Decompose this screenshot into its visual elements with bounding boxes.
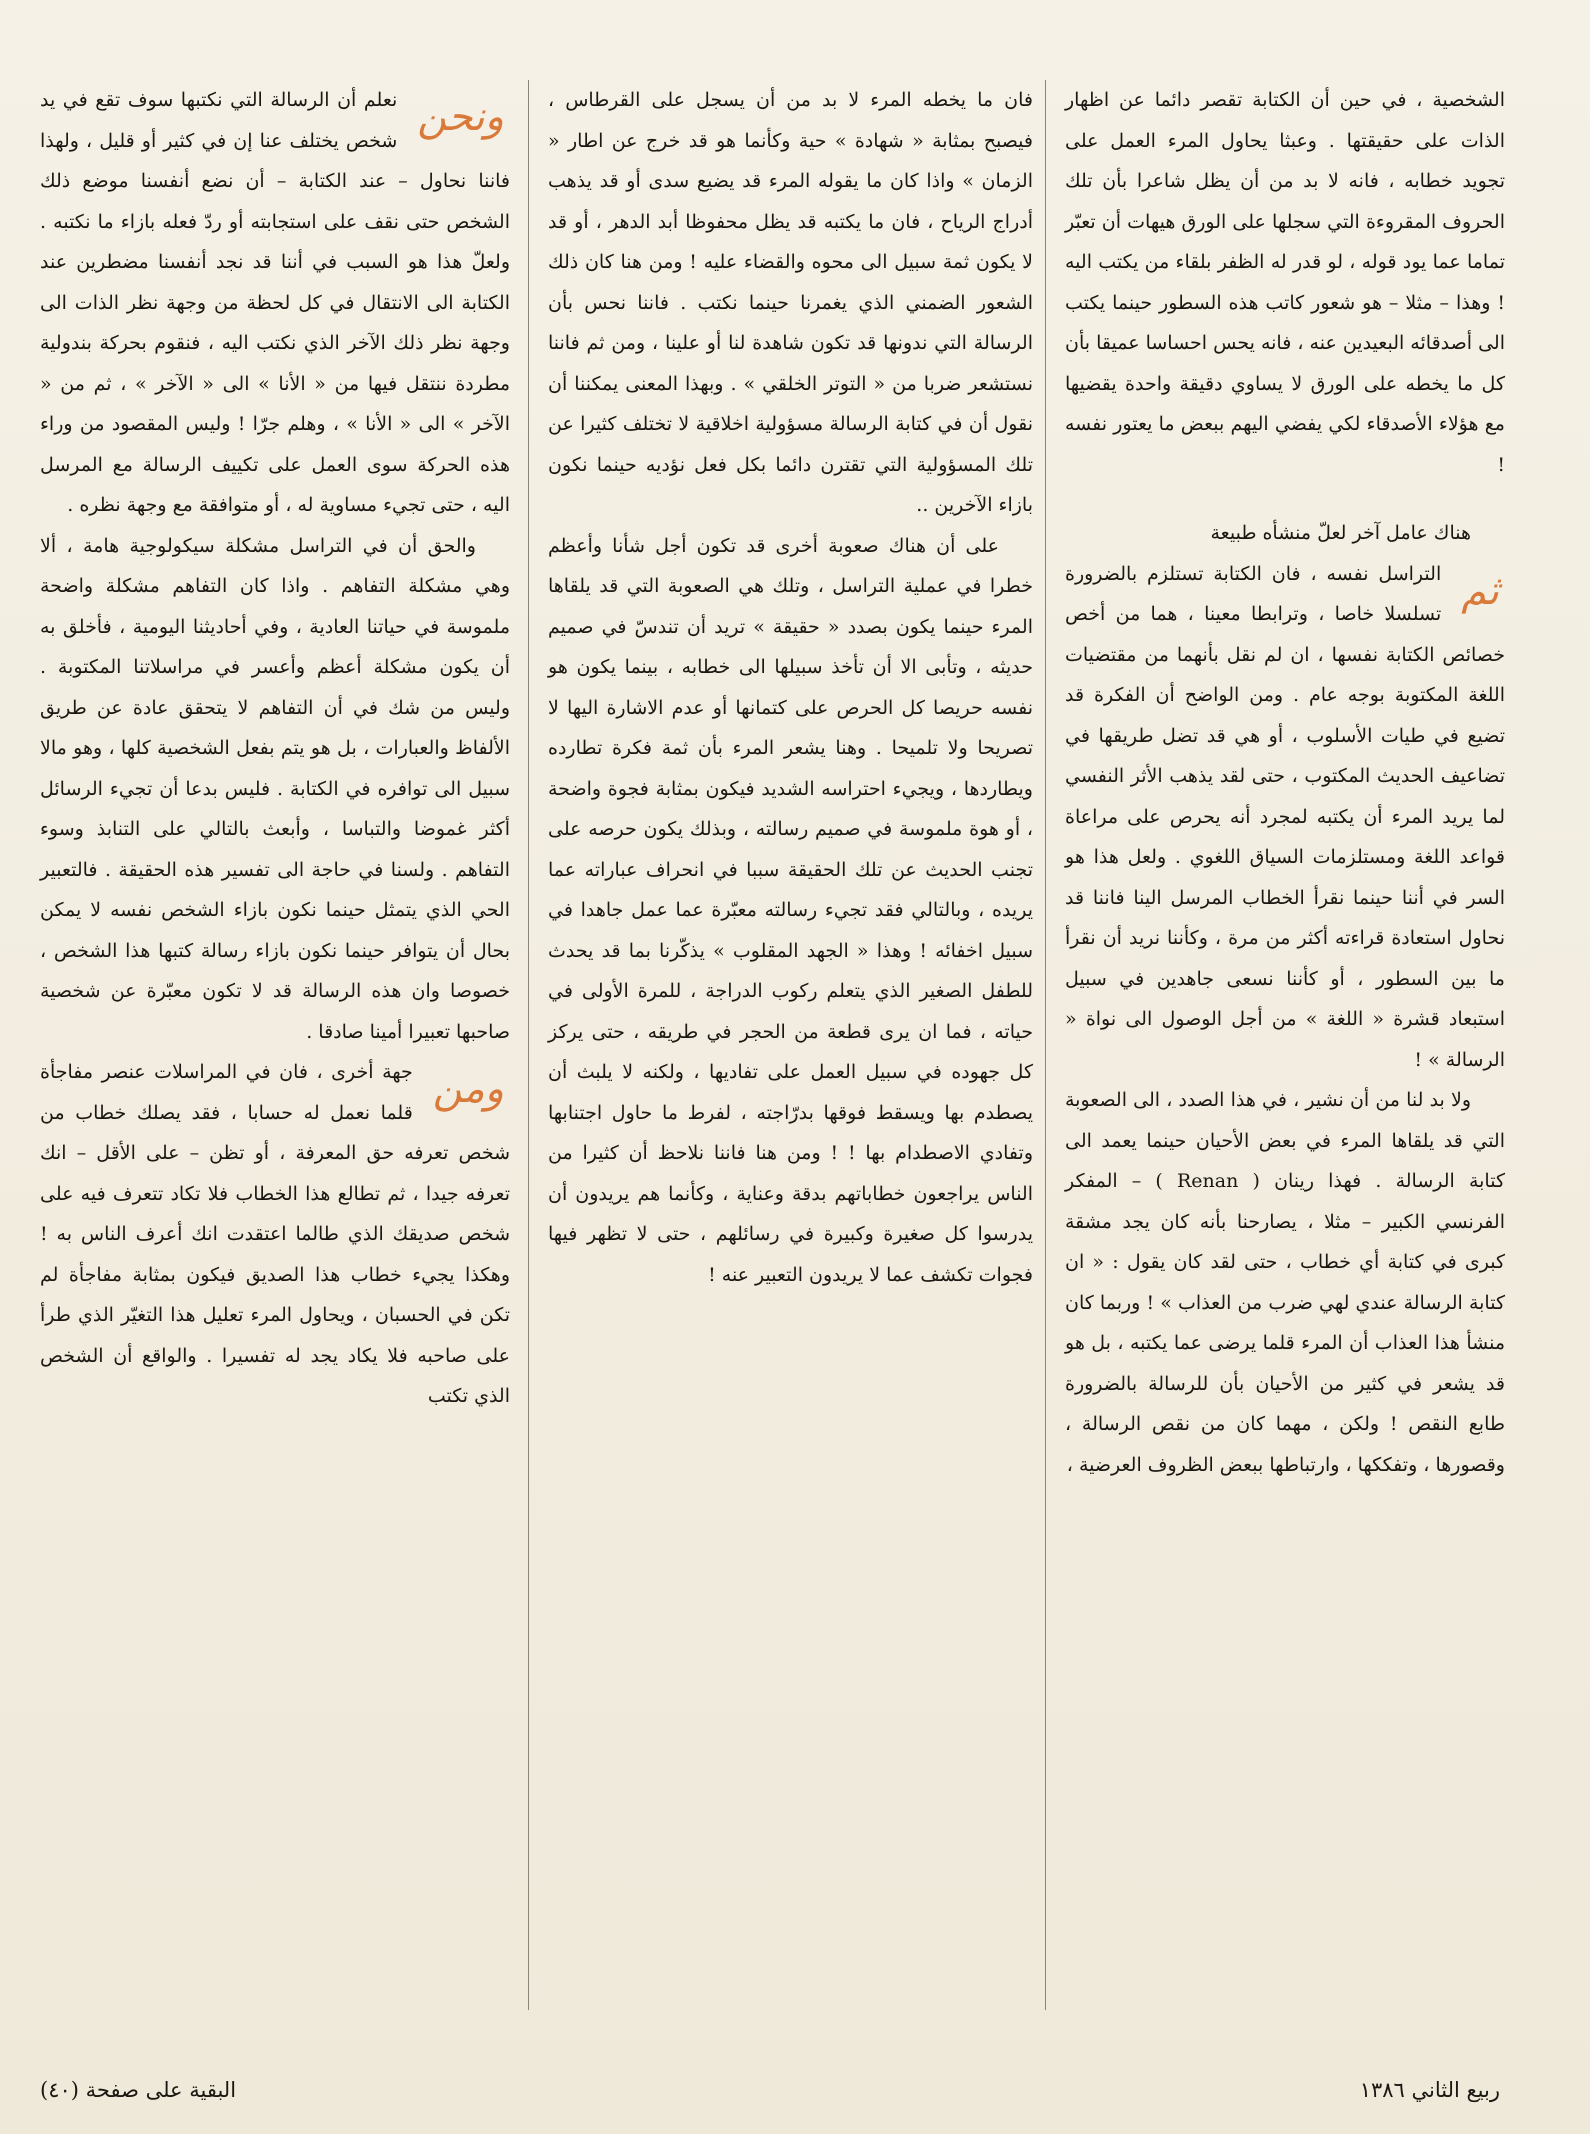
section-marker: ومن: [432, 1066, 504, 1112]
paragraph: ولا بد لنا من أن نشير ، في هذا الصدد ، الى الصعوبة التي قد يلقاها المرء في بعض الأحيان حينما يعمد الى كتابة الرسالة . فهذا رينان ( Renan ) – المفكر الفرنسي الكبير – مثلا ، يصارحنا بأنه كان يجد مشقة كبرى في كتابة أي خطاب ، حتى لقد كان يقول : « ان كتابة الرسالة عندي لهي ضرب من العذاب » ! وربما كان منشأ هذا العذاب أن المرء قلما يرضى عما يكتبه ، بل هو قد يشعر في كثير من الأحيان بأن للرسالة بالضرورة طابع النقص ! ولكن ، مهما كان من نقص الرسالة ، وقصورها ، وتفككها ، وارتباطها ببعض الظروف العرضية ،: [1065, 1089, 1506, 1476]
column-left: [40, 80, 510, 1417]
paragraph: فان ما يخطه المرء لا بد من أن يسجل على القرطاس ، فيصبح بمثابة « شهادة » حية وكأنما هو قد خرج عن اطار « الزمان » واذا كان ما يقوله المرء قد يضيع سدى أو قد يذهب أدراج الرياح ، فان ما يكتبه قد يظل محفوظا أبد الدهر ، أو قد لا يكون ثمة سبيل الى محوه والقضاء عليه ! ومن هنا كان ذلك الشعور الضمني الذي يغمرنا حينما نكتب . فاننا نحس بأن الرسالة التي ندونها قد تكون شاهدة لنا أو علينا ، ومن ثم فاننا نستشعر ضربا من « التوتر الخلقي » . وبهذا المعنى يمكننا أن نقول أن في كتابة الرسالة مسؤولية اخلاقية لا تختلف كثيرا عن تلك المسؤولية التي تقترن دائما بكل فعل نؤديه حينما نكون بازاء الآخرين ..: [548, 89, 1033, 516]
paragraph: الشخصية ، في حين أن الكتابة تقصر دائما عن اظهار الذات على حقيقتها . وعبثا يحاول المرء العمل على تجويد خطابه ، فانه لا بد من أن يظل شاعرا بأن تلك الحروف المقروءة التي سجلها على الورق هيهات أن تعبّر تماما عما يود قوله ، لو قدر له الظفر بلقاء من يكتب اليه ! وهذا – مثلا – هو شعور كاتب هذه السطور حينما يكتب الى أصدقائه البعيدين عنه ، فانه يحس احساسا عميقا بأن كل ما يخطه على الورق لا يساوي دقيقة واحدة يقضيها مع هؤلاء الأصدقاء لكي يفضي اليهم ببعض ما يعتور نفسه !: [1065, 89, 1505, 476]
paragraph-lead: هناك عامل آخر لعلّ منشأه طبيعة: [1210, 522, 1471, 544]
column-right: [1065, 80, 1505, 1485]
column-divider: [528, 80, 529, 2010]
continued-note: البقية على صفحة (٤٠): [40, 2078, 237, 2102]
paragraph: والحق أن في التراسل مشكلة سيكولوجية هامة ، ألا وهي مشكلة التفاهم . واذا كان التفاهم مشكلة واضحة ملموسة في حياتنا العادية ، وفي أحاديثنا اليومية ، فأخلق به أن يكون مشكلة أعظم وأعسر في مراسلاتنا المكتوبة . وليس من شك في أن التفاهم لا يتحقق عادة عن طريق الألفاظ والعبارات ، بل هو يتم بفعل الشخصية كلها ، وهو مالا سبيل الى توافره في الكتابة . فليس بدعا أن تجيء الرسائل أكثر غموضا والتباسا ، وأبعث بالتالي على التنابذ وسوء التفاهم . ولسنا في حاجة الى تفسير هذه الحقيقة . فالتعبير الحي الذي يتمثل حينما نكون بازاء الشخص نفسه لا يمكن بحال أن يتوافر حينما نكون بازاء رسالة كتبها هذا الشخص ، خصوصا وان هذه الرسالة قد لا تكون معبّرة عن شخصية صاحبها تعبيرا أمينا صادقا .: [40, 534, 510, 1043]
issue-date: ربيع الثاني ١٣٨٦: [1359, 2078, 1500, 2102]
section-marker: ونحن: [417, 94, 504, 140]
paragraph: على أن هناك صعوبة أخرى قد تكون أجل شأنا وأعظم خطرا في عملية التراسل ، وتلك هي الصعوبة التي قد يلقاها المرء حينما يكون بصدد « حقيقة » تريد أن تندسّ في صميم حديثه ، وتأبى الا أن تأخذ سبيلها الى خطابه ، بينما يكون هو نفسه حريصا كل الحرص على كتمانها أو عدم الاشارة اليها لا تصريحا ولا تلميحا . وهنا يشعر المرء بأن ثمة فكرة تطارده ويطاردها ، ويجيء احتراسه الشديد فيكون بمثابة فجوة واضحة ، أو هوة ملموسة في صميم رسالته ، وبذلك يكون حرصه على تجنب الحديث عن تلك الحقيقة سببا في انحراف عباراته عما يريده ، وبالتالي فقد تجيء رسالته معبّرة عما عمل جاهدا في سبيل اخفائه ! وهذا « الجهد المقلوب » يذكّرنا بما قد يحدث للطفل الصغير الذي يتعلم ركوب الدراجة ، للمرة الأولى في حياته ، فما ان يرى قطعة من الحجر في طريقه ، حتى يركز كل جهوده في سبيل العمل على تفاديها ، ولكنه لا يلبث أن يصطدم بها ويسقط فوقها بدرّاجته ، لفرط ما حاول اجتنابها وتفادي الاصطدام بها ! ! ومن هنا فاننا نلاحظ أن كثيرا من الناس يراجعون خطاباتهم بدقة وعناية ، وكأنما هم يريدون أن يدرسوا كل صغيرة وكبيرة في رسائلهم ، حتى لا تظهر فيها فجوات تكشف عما لا يريدون التعبير عنه !: [548, 534, 1034, 1286]
paragraph: نعلم أن الرسالة التي نكتبها سوف تقع في يد شخص يختلف عنا إن في كثير أو قليل ، ولهذا فاننا نحاول – عند الكتابة – أن نضع أنفسنا موضع ذلك الشخص حتى نقف على استجابته أو ردّ فعله بازاء ما نكتبه . ولعلّ هذا هو السبب في أننا قد نجد أنفسنا مضطرين عند الكتابة الى الانتقال في كل لحظة من وجهة نظر الذات الى وجهة نظر ذلك الآخر الذي نكتب اليه ، فنقوم بحركة بندولية مطردة ننتقل فيها من « الأنا » الى « الآخر » ، ثم من « الآخر » الى « الأنا » ، وهلم جرّا ! وليس المقصود من وراء هذه الحركة سوى العمل على تكييف الرسالة مع المرسل اليه ، حتى تجيء مساوية له ، أو متوافقة مع وجهة نظره .: [40, 89, 510, 516]
column-middle: [548, 80, 1033, 1295]
column-divider: [1045, 80, 1046, 2010]
section-marker: ثم: [1461, 567, 1499, 614]
paragraph: جهة أخرى ، فان في المراسلات عنصر مفاجأة قلما نعمل له حسابا ، فقد يصلك خطاب من شخص تعرفه حق المعرفة ، أو تظن – على الأقل – انك تعرفه جيدا ، ثم تطالع هذا الخطاب فلا تكاد تتعرف فيه على شخص صديقك الذي طالما اعتقدت انك أعرف الناس به ! وهكذا يجيء خطاب هذا الصديق فيكون بمثابة مفاجأة لم تكن في الحسبان ، ويحاول المرء تعليل هذا التغيّر الذي طرأ على صاحبه فلا يكاد يجد له تفسيرا . والواقع أن الشخص الذي تكتب: [40, 1061, 510, 1407]
paragraph: التراسل نفسه ، فان الكتابة تستلزم بالضرورة تسلسلا خاصا ، وترابطا معينا ، هما من أخص خصائص الكتابة نفسها ، ان لم نقل بأنهما من مقتضيات اللغة المكتوبة بوجه عام . ومن الواضح أن الفكرة قد تضيع في طيات الأسلوب ، أو هي قد تضل طريقها في تضاعيف الحديث المكتوب ، حتى لقد يذهب الأثر النفسي لما يريد المرء أن يكتبه لمجرد أنه يحرص على مراعاة قواعد اللغة ومستلزمات السياق اللغوي . ولعل هذا هو السر في أننا حينما نقرأ الخطاب المرسل الينا فاننا قد نحاول استعادة قراءته أكثر من مرة ، وكأننا نريد أن نقرأ ما بين السطور ، أو كأننا نسعى جاهدين في سبيل استبعاد قشرة « اللغة » من أجل الوصول الى نواة « الرسالة » !: [1065, 562, 1505, 1071]
